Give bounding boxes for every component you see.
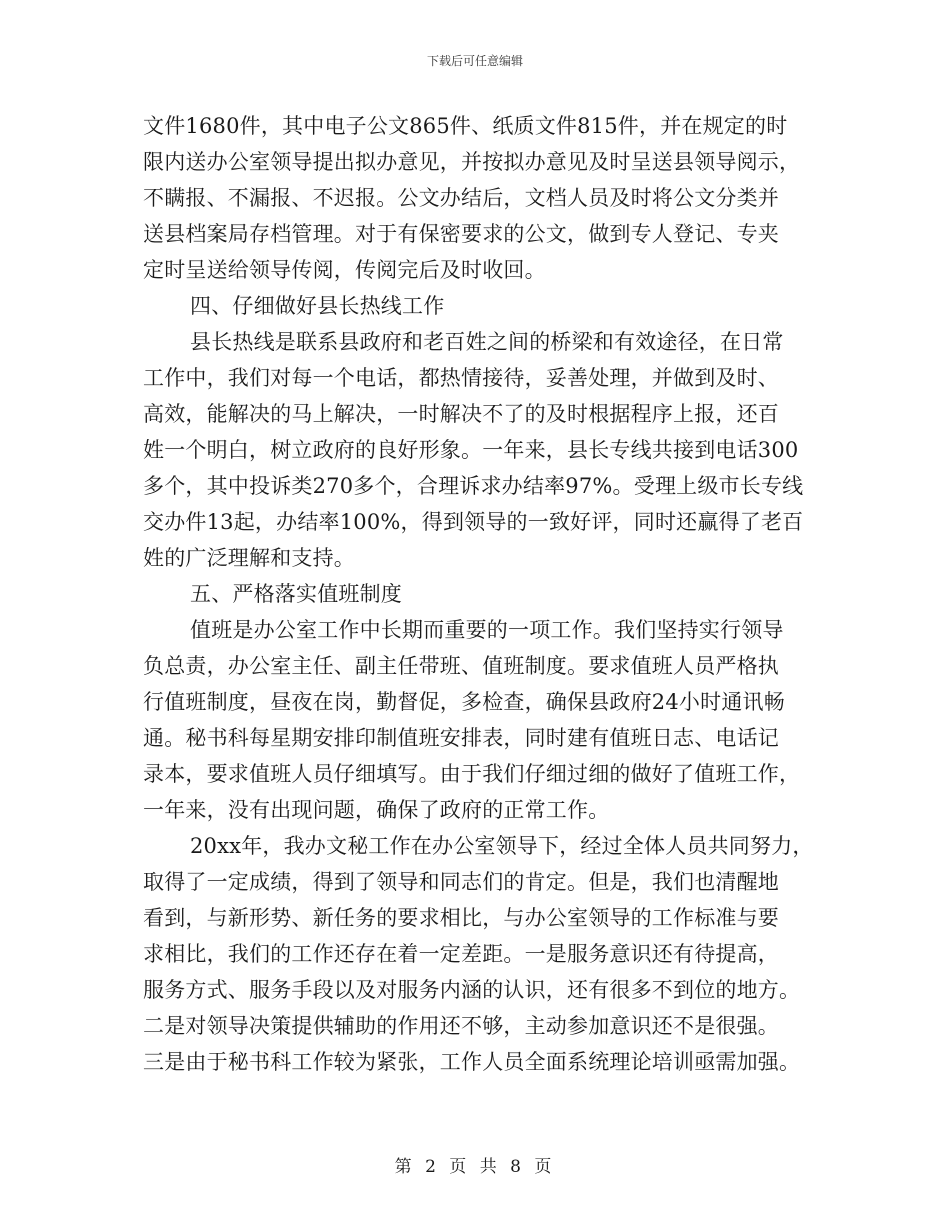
text-line: 看到，与新形势、新任务的要求相比，与办公室领导的工作标准与要	[143, 906, 779, 930]
text-line: 交办件13起，办结率100%，得到领导的一致好评，同时还赢得了老百	[143, 510, 804, 534]
text-line: 五、严格落实值班制度	[190, 582, 402, 606]
text-line: 一年来，没有出现问题，确保了政府的正常工作。	[143, 798, 610, 822]
text-line: 送县档案局存档管理。对于有保密要求的公文，做到专人登记、专夹	[143, 222, 779, 246]
text-line: 20xx年，我办文秘工作在办公室领导下，经过全体人员共同努力，	[190, 834, 814, 858]
text-line: 四、仔细做好县长热线工作	[190, 294, 445, 318]
text-line: 二是对领导决策提供辅助的作用还不够，主动参加意识还不是很强。	[143, 1014, 779, 1038]
text-line: 服务方式、服务手段以及对服务内涵的认识，还有很多不到位的地方。	[143, 978, 801, 1002]
text-line: 负总责，办公室主任、副主任带班、值班制度。要求值班人员严格执	[143, 654, 779, 678]
text-line: 值班是办公室工作中长期而重要的一项工作。我们坚持实行领导	[190, 618, 784, 642]
text-line: 姓的广泛理解和支持。	[143, 546, 355, 570]
text-line: 限内送办公室领导提出拟办意见，并按拟办意见及时呈送县领导阅示，	[143, 150, 801, 174]
text-line: 高效，能解决的马上解决，一时解决不了的及时根据程序上报，还百	[143, 402, 779, 426]
text-line: 通。秘书科每星期安排印制值班安排表，同时建有值班日志、电话记	[143, 726, 779, 750]
text-line: 三是由于秘书科工作较为紧张，工作人员全面系统理论培训亟需加强。	[143, 1050, 801, 1074]
text-line: 姓一个明白，树立政府的良好形象。一年来，县长专线共接到电话300	[143, 438, 799, 462]
text-line: 求相比，我们的工作还存在着一定差距。一是服务意识还有待提高，	[143, 942, 779, 966]
text-line: 文件1680件，其中电子公文865件、纸质文件815件，并在规定的时	[143, 114, 788, 138]
text-line: 不瞒报、不漏报、不迟报。公文办结后，文档人员及时将公文分类并	[143, 186, 779, 210]
page-header: 下载后可任意编辑	[426, 54, 523, 68]
text-line: 取得了一定成绩，得到了领导和同志们的肯定。但是，我们也清醒地	[143, 870, 779, 894]
text-line: 多个，其中投诉类270多个，合理诉求办结率97%。受理上级市长专线	[143, 474, 804, 498]
text-line: 工作中，我们对每一个电话，都热情接待，妥善处理，并做到及时、	[143, 366, 779, 390]
page-footer: 第 2 页 共 8 页	[394, 1157, 556, 1177]
text-line: 录本，要求值班人员仔细填写。由于我们仔细过细的做好了值班工作，	[143, 762, 801, 786]
text-line: 行值班制度，昼夜在岗，勤督促，多检查，确保县政府24小时通讯畅	[143, 690, 785, 714]
text-line: 县长热线是联系县政府和老百姓之间的桥梁和有效途径，在日常	[190, 330, 784, 354]
document-body	[143, 108, 815, 1080]
text-line: 定时呈送给领导传阅，传阅完后及时收回。	[143, 258, 546, 282]
